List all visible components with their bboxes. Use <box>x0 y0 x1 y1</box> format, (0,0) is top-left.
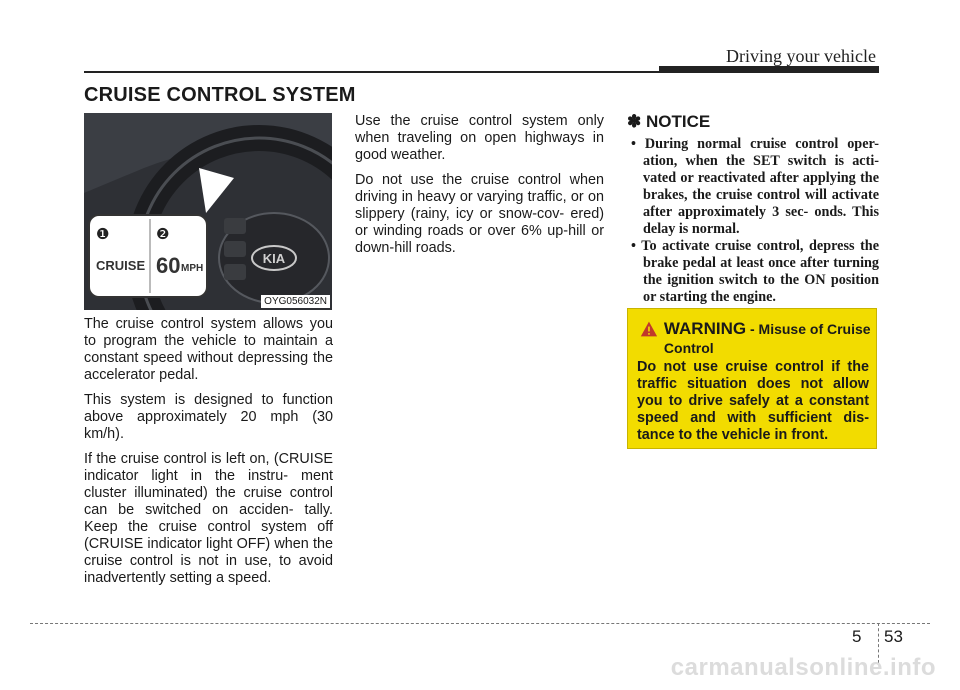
body-column-middle <box>355 113 604 265</box>
notice-title: ✽ NOTICE <box>627 112 711 131</box>
paragraph: This system is designed to function above approximately 20 mph (30 km/h). <box>84 392 333 442</box>
paragraph: Do not use the cruise control when driving in heavy or varying traffic, or on slippery (rainy, icy or snow-cov- ered) or winding roads or over 6% up-hill or down-hill roads. <box>355 172 604 256</box>
cruise-indicator-label: CRUISE <box>96 258 146 273</box>
paragraph: Use the cruise control system only when traveling on open highways in good weather. <box>355 113 604 163</box>
marker-2: ❷ <box>156 225 170 243</box>
notice-list <box>627 136 879 306</box>
warning-box <box>627 308 877 449</box>
warning-title <box>664 319 876 358</box>
list-item: • To activate cruise control, depress the brake pedal at least once after turning the ignition switch to the ON position or starting the engine. <box>631 238 879 305</box>
figure-caption: OYG056032N <box>261 295 330 308</box>
warning-label: WARNING <box>663 319 747 338</box>
watermark: carmanualsonline.info <box>670 654 936 681</box>
warning-header <box>640 319 876 358</box>
paragraph: The cruise control system allows you to program the vehicle to maintain a constant speed without depressing the accelerator pedal. <box>84 316 333 383</box>
paragraph: If the cruise control is left on, (CRUISE indicator light in the instru- ment cluster illuminated) the cruise control can be switched on acciden- tally. Keep the cruise control system off (CRUISE indicator light OFF) when the cruise control is not in use, to avoid inadvertently setting a speed. <box>84 451 333 586</box>
page-header-title: Driving your vehicle <box>726 46 876 66</box>
header-rule-accent <box>659 66 879 73</box>
chapter-number: 5 <box>852 627 862 646</box>
section-title: CRUISE CONTROL SYSTEM <box>84 84 356 106</box>
kia-logo: KIA <box>262 251 286 266</box>
notice-box <box>627 112 879 306</box>
warning-subtitle: - Misuse of Cruise Control <box>663 321 871 356</box>
body-column-left <box>84 316 333 595</box>
set-speed-value: 60 <box>156 253 181 278</box>
page-number: 53 <box>884 627 903 646</box>
cruise-control-figure <box>84 113 332 310</box>
marker-1: ❶ <box>96 225 110 243</box>
set-speed-unit: MPH <box>181 263 204 274</box>
steering-wheel-illustration <box>84 113 332 310</box>
footer-rule <box>30 623 930 624</box>
list-item: • During normal cruise control oper- ation, when the SET switch is acti- vated or reactivated after applying the brakes, the cruise control will activate after approximately 3 sec- onds. This delay is normal. <box>631 136 879 237</box>
warning-triangle-icon <box>640 319 658 339</box>
warning-body: Do not use cruise control if the traffic situation does not allow you to drive safely at a constant speed and with sufficient dis- tance to the vehicle in front. <box>637 359 869 443</box>
